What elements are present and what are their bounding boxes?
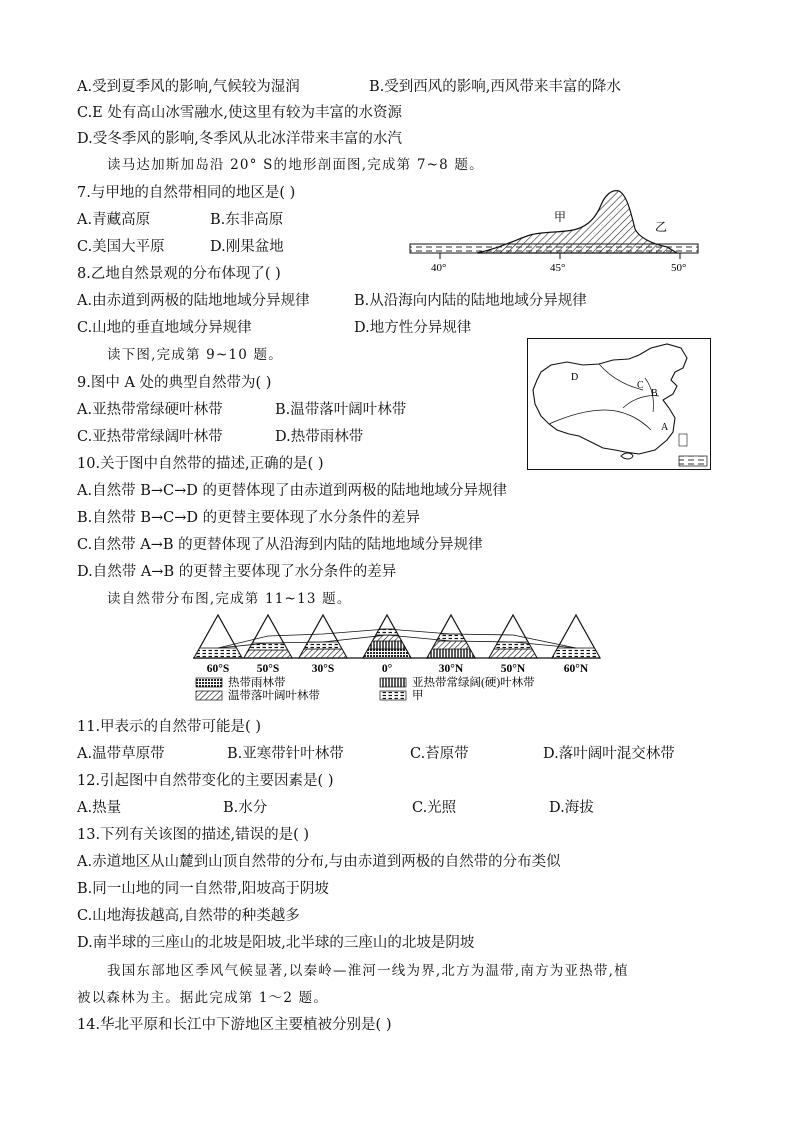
legend-swatch — [380, 691, 406, 700]
mountain-zones-figure — [190, 613, 602, 709]
zone-band-3-0 — [363, 649, 411, 658]
profile-tick-40: 40° — [431, 262, 447, 274]
lat-tick-label: 0° — [381, 663, 393, 675]
map-inset-box — [679, 456, 707, 466]
zone-band-2-2 — [299, 649, 347, 658]
q13-stem: 13.下列有关该图的描述,错误的是( ) — [77, 827, 310, 843]
q7-option-d: D.刚果盆地 — [210, 239, 284, 255]
q8-option-c: C.山地的垂直地域分异规律 — [77, 320, 252, 336]
intro-14-line1: 我国东部地区季风气候显著,以秦岭—淮河一线为界,北方为温带,南方为亚热带,植 — [107, 963, 629, 979]
lat-tick-label: 60°N — [563, 663, 589, 675]
q12-option-a: A.热量 — [77, 800, 122, 816]
q9-option-a: A.亚热带常绿硬叶林带 — [77, 402, 223, 418]
q12-option-b: B.水分 — [223, 800, 268, 816]
lat-tick-label: 50°N — [500, 663, 526, 675]
profile-tick-45: 45° — [550, 262, 566, 274]
profile-tick-50: 50° — [671, 262, 687, 274]
zone-band-3-1 — [368, 641, 406, 649]
zone-band-0-3 — [194, 648, 242, 658]
q7-option-b: B.东非高原 — [210, 212, 284, 228]
q11-stem: 11.甲表示的自然带可能是( ) — [77, 719, 261, 735]
map-label-c: C — [637, 380, 644, 391]
q14-stem: 14.华北平原和长江中下游地区主要植被分别是( ) — [77, 1017, 392, 1033]
zone-band-5-2 — [489, 649, 537, 658]
q10-option-b: B.自然带 B→C→D 的更替主要体现了水分条件的差异 — [77, 510, 421, 526]
q11-option-d: D.落叶阔叶混交林带 — [543, 746, 675, 762]
island-terrain — [477, 191, 677, 253]
map-label-b: B — [651, 388, 658, 399]
q12-stem: 12.引起图中自然带变化的主要因素是( ) — [77, 773, 334, 789]
q7-option-a: A.青藏高原 — [77, 212, 151, 228]
q7-option-c: C.美国大平原 — [77, 239, 165, 255]
q8-option-a: A.由赤道到两极的陆地地域分异规律 — [77, 293, 310, 309]
profile-label-yi: 乙 — [655, 220, 668, 234]
map-label-d: D — [571, 372, 579, 383]
q6-option-c: C.E 处有高山冰雪融水,使这里有较为丰富的水资源 — [77, 105, 402, 121]
lat-tick-label: 50°S — [256, 663, 280, 675]
q12-option-d: D.海拔 — [549, 800, 594, 816]
legend-swatch — [196, 678, 222, 687]
q7-stem: 7.与甲地的自然带相同的地区是( ) — [77, 185, 296, 201]
china-map-figure — [527, 338, 711, 470]
zone-band-2-3 — [304, 642, 342, 649]
legend-label: 热带雨林带 — [228, 677, 286, 689]
zone-band-1-2 — [244, 650, 292, 658]
q9-option-c: C.亚热带常绿阔叶林带 — [77, 429, 223, 445]
intro-9-10: 读下图,完成第 9~10 题。 — [107, 347, 283, 363]
q10-option-a: A.自然带 B→C→D 的更替体现了由赤道到两极的陆地地域分异规律 — [77, 483, 507, 499]
q13-option-b: B.同一山地的同一自然带,阳坡高于阴坡 — [77, 881, 329, 897]
q9-option-b: B.温带落叶阔叶林带 — [275, 402, 407, 418]
intro-11-13: 读自然带分布图,完成第 11~13 题。 — [107, 591, 352, 607]
q8-option-d: D.地方性分异规律 — [354, 320, 472, 336]
legend-label: 温带落叶阔叶林带 — [228, 690, 320, 702]
profile-label-jia: 甲 — [554, 210, 567, 224]
q11-option-a: A.温带草原带 — [77, 746, 165, 762]
intro-7-8: 读马达加斯加岛沿 20° S的地形剖面图,完成第 7~8 题。 — [107, 157, 484, 173]
q6-option-b: B.受到西风的影响,西风带来丰富的降水 — [369, 79, 621, 95]
q8-option-b: B.从沿海向内陆的陆地地域分异规律 — [354, 293, 587, 309]
lat-tick-label: 60°S — [206, 663, 230, 675]
legend-swatch — [380, 678, 406, 687]
q13-option-a: A.赤道地区从山麓到山顶自然带的分布,与由赤道到两极的自然带的分布类似 — [77, 854, 561, 870]
q13-option-c: C.山地海拔越高,自然带的种类越多 — [77, 908, 300, 924]
zone-band-6-3 — [552, 648, 600, 658]
zone-band-4-1 — [427, 649, 475, 658]
legend-label: 亚热带常绿阔(硬)叶林带 — [412, 677, 535, 689]
terrain-profile-figure — [405, 185, 705, 277]
lat-tick-label: 30°S — [311, 663, 335, 675]
q9-option-d: D.热带雨林带 — [275, 429, 364, 445]
zone-band-4-2 — [432, 641, 470, 649]
q11-option-c: C.苔原带 — [410, 746, 469, 762]
q10-option-c: C.自然带 A→B 的更替体现了从沿海到内陆的陆地地域分异规律 — [77, 537, 483, 553]
legend-swatch — [196, 691, 222, 700]
legend-label: 甲 — [412, 690, 424, 702]
q6-option-d: D.受冬季风的影响,冬季风从北冰洋带来丰富的水汽 — [77, 131, 402, 147]
lat-tick-label: 30°N — [438, 663, 464, 675]
q6-option-a: A.受到夏季风的影响,气候较为湿润 — [77, 79, 300, 95]
q12-option-c: C.光照 — [412, 800, 457, 816]
q10-option-d: D.自然带 A→B 的更替主要体现了水分条件的差异 — [77, 564, 397, 580]
q13-option-d: D.南半球的三座山的北坡是阳坡,北半球的三座山的北坡是阴坡 — [77, 935, 475, 951]
q8-stem: 8.乙地自然景观的分布体现了( ) — [77, 266, 281, 282]
q10-stem: 10.关于图中自然带的描述,正确的是( ) — [77, 456, 324, 472]
q11-option-b: B.亚寒带针叶林带 — [227, 746, 344, 762]
intro-14-line2: 被以森林为主。据此完成第 1～2 题。 — [77, 990, 329, 1006]
q9-stem: 9.图中 A 处的典型自然带为( ) — [77, 375, 272, 391]
map-label-a: A — [661, 422, 669, 433]
